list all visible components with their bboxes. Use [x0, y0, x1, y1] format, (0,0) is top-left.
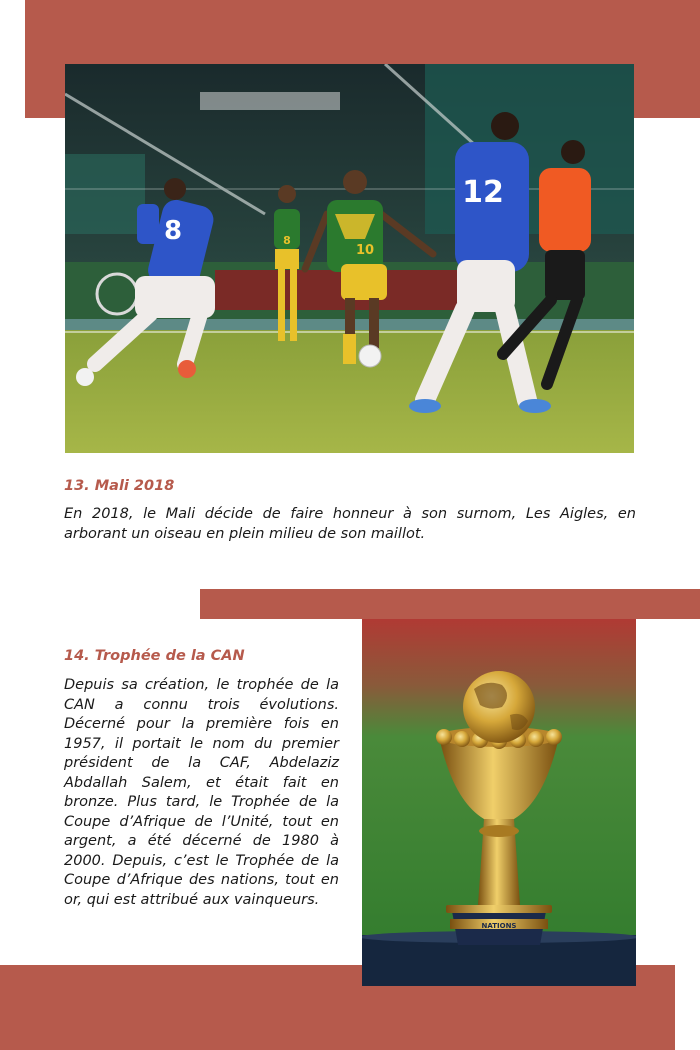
jersey-number: 10 — [355, 243, 375, 258]
section-14-heading: 14. Trophée de la CAN — [64, 648, 245, 664]
decorative-band-middle — [200, 589, 700, 619]
jersey-number: 12 — [462, 175, 504, 210]
can-trophy-photo — [362, 619, 636, 986]
trophy-base-text: NATIONS — [481, 922, 517, 930]
section-14-body: Depuis sa création, le trophée de la CAN a connu trois évolutions. Décerné pour la première fois en 1957, il portait le nom du premier président de la CAF, Abdelaziz Abdallah Salem, et était fait en bronze. Plus tard, le Trophée de la Coupe d’Afrique de l’Unité, tout en argent, a été décerné de 1980 à 2000. Depuis, c’est le Trophée de la Coupe d’Afrique des nations, tout en or, qui est attribué aux vainqueurs. — [64, 677, 339, 908]
section-13-body: En 2018, le Mali décide de faire honneur à son surnom, Les Aigles, en arborant un oiseau en plein milieu de son maillot. — [64, 506, 636, 542]
mali-match-photo — [65, 64, 634, 453]
jersey-number: 8 — [163, 216, 183, 246]
jersey-number: 8 — [283, 234, 291, 247]
section-13-heading: 13. Mali 2018 — [64, 478, 175, 494]
